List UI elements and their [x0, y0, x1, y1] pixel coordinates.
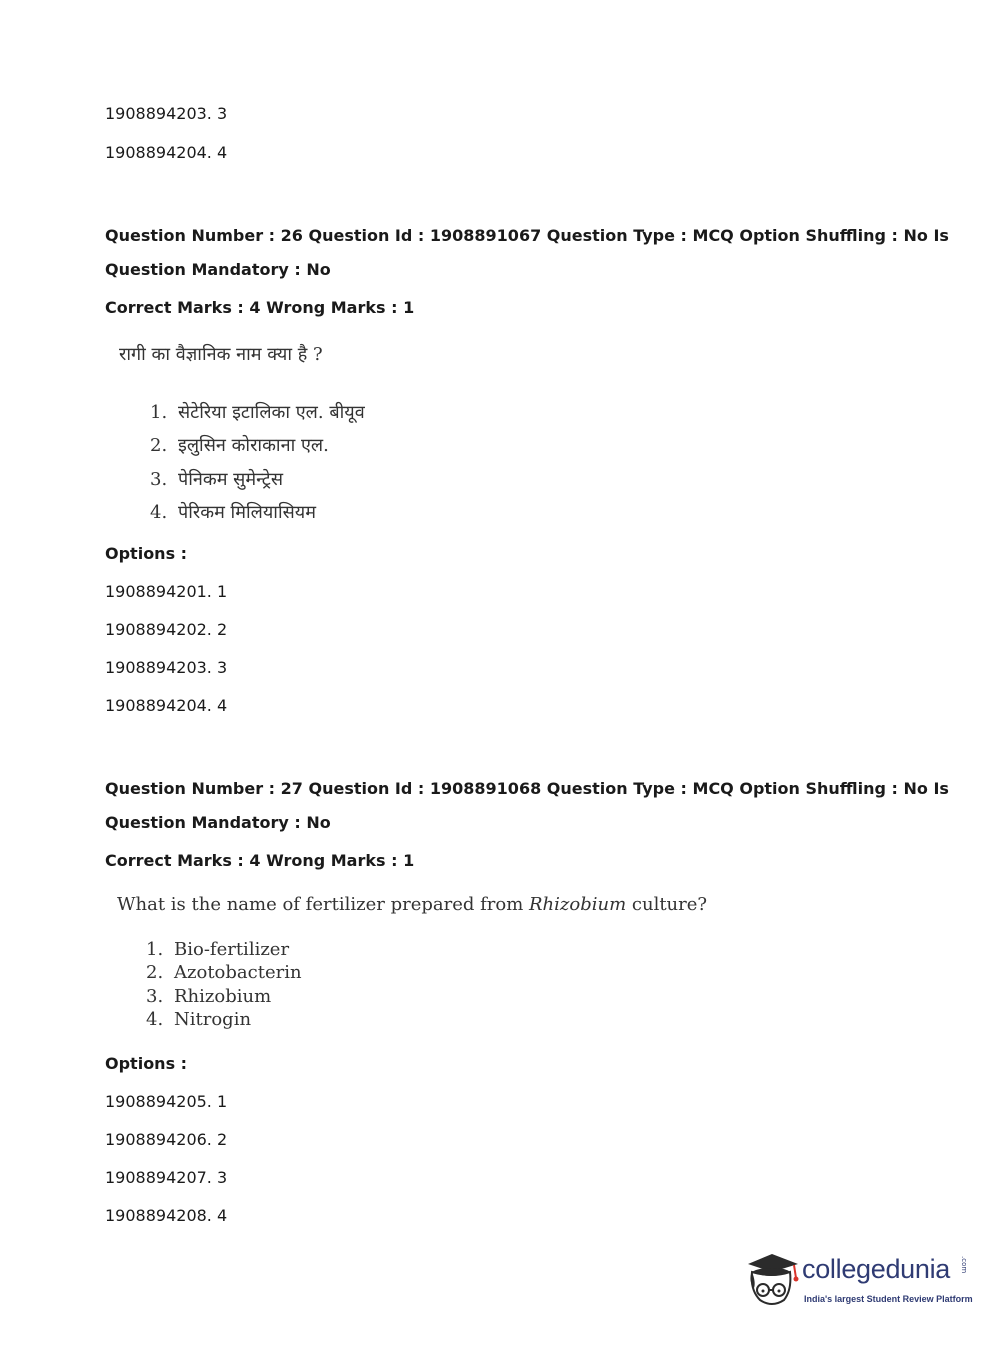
question-text: रागी का वैज्ञानिक नाम क्या है ?: [119, 344, 323, 365]
option-line: 1908894207. 3: [105, 1168, 228, 1187]
option-line: 1908894206. 2: [105, 1130, 228, 1149]
choice-number: 3.: [150, 469, 168, 490]
choice-text: Rhizobium: [174, 986, 272, 1007]
option-line: 1908894203. 3: [105, 658, 228, 677]
question-text-end: culture?: [626, 894, 708, 915]
options-label: Options :: [105, 544, 188, 563]
choice-number: 2.: [146, 962, 164, 983]
question-text-start: What is the name of fertilizer prepared from: [117, 894, 529, 915]
choice-text: पेनिकम सुमेन्ट्रेस: [178, 469, 284, 490]
option-line: 1908894208. 4: [105, 1206, 228, 1225]
option-line: 1908894205. 1: [105, 1092, 228, 1111]
question-text-italic: Rhizobium: [529, 894, 627, 915]
logo-tagline: India's largest Student Review Platform: [804, 1294, 973, 1304]
option-line: 1908894202. 2: [105, 620, 228, 639]
mascot-icon: [742, 1250, 802, 1312]
choice-text: पेरिकम मिलियासियम: [178, 502, 316, 523]
option-line: 1908894203. 3: [105, 104, 228, 123]
question-header: Question Number : 26 Question Id : 1908891067 Question Type : MCQ Option Shuffling : No Is: [105, 226, 949, 245]
choice-number: 2.: [150, 435, 168, 456]
question-mandatory: Question Mandatory : No: [105, 813, 331, 832]
choice-number: 3.: [146, 986, 164, 1007]
collegedunia-logo[interactable]: [742, 1250, 972, 1312]
choice-number: 1.: [150, 402, 168, 423]
logo-wordmark: collegedunia: [802, 1254, 951, 1284]
option-line: 1908894204. 4: [105, 143, 228, 162]
question-mandatory: Question Mandatory : No: [105, 260, 331, 279]
question-text: [117, 894, 707, 915]
question-marks: Correct Marks : 4 Wrong Marks : 1: [105, 851, 415, 870]
choice-number: 1.: [146, 939, 164, 960]
options-label: Options :: [105, 1054, 188, 1073]
option-line: 1908894201. 1: [105, 582, 228, 601]
choice-text: Azotobacterin: [174, 962, 302, 983]
option-line: 1908894204. 4: [105, 696, 228, 715]
question-marks: Correct Marks : 4 Wrong Marks : 1: [105, 298, 415, 317]
choice-text: Nitrogin: [174, 1009, 252, 1030]
choice-number: 4.: [150, 502, 168, 523]
choice-text: सेटेरिया इटालिका एल. बीयूव: [178, 402, 365, 423]
logo-domain-suffix: .com: [960, 1256, 968, 1274]
choice-text: Bio-fertilizer: [174, 939, 290, 960]
choice-number: 4.: [146, 1009, 164, 1030]
question-header: Question Number : 27 Question Id : 1908891068 Question Type : MCQ Option Shuffling : No Is: [105, 779, 949, 798]
choice-text: इलुसिन कोराकाना एल.: [178, 435, 329, 456]
